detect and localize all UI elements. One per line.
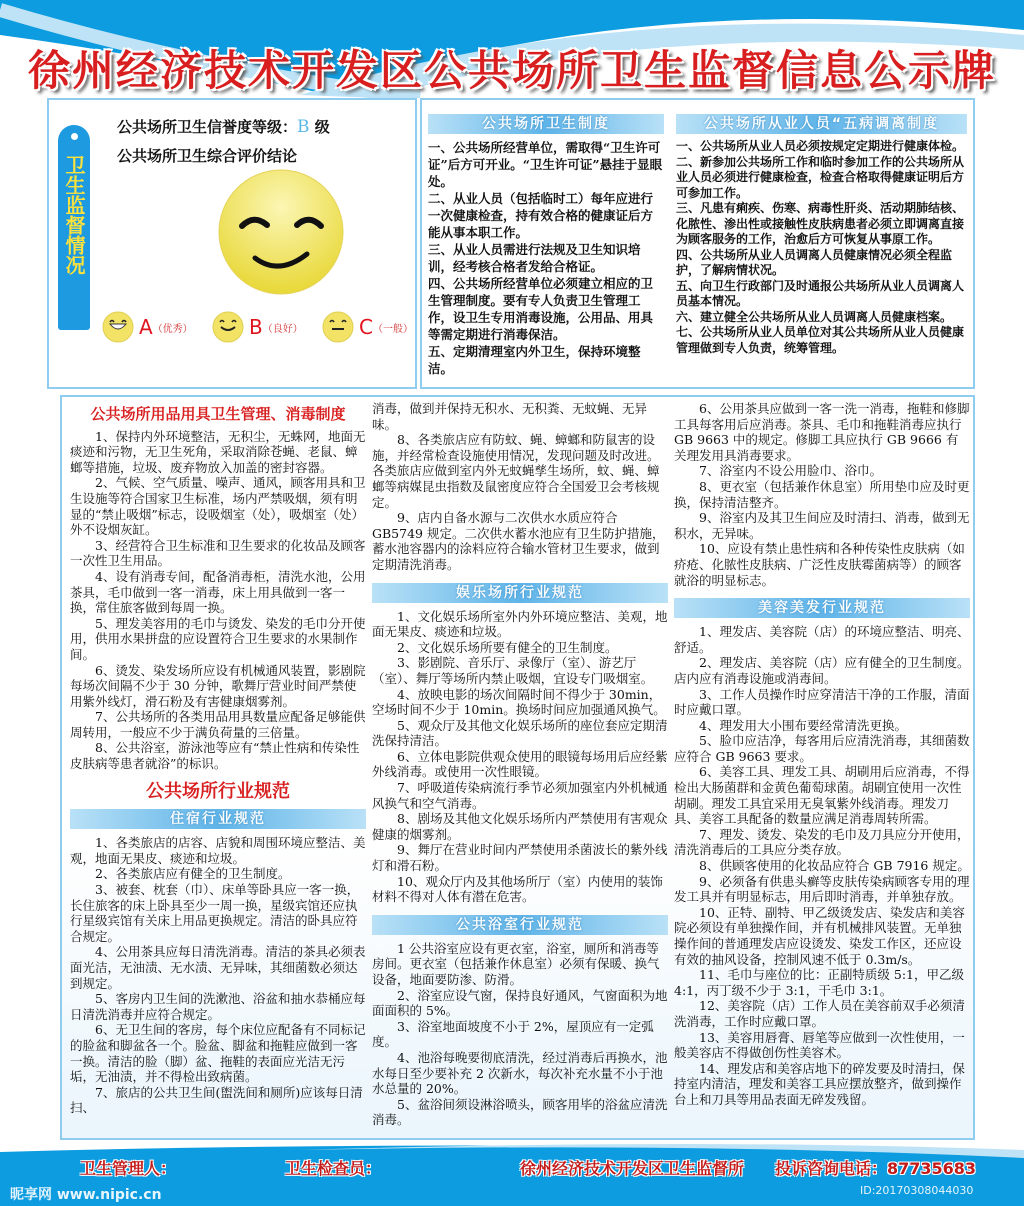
five-diseases-list xyxy=(676,139,967,356)
five-disease-rule: 七、公共场所从业人员单位对其公共场所从业人员健康管理做到专人负责，统筹管理。 xyxy=(676,325,965,355)
list-item: 1 公共浴室应设有更衣室，浴室，厕所和消毒等房间。更衣室（包括兼作休息室）必须有保暖、换气设备，地面要防渗、防滑。 xyxy=(372,940,660,987)
list-item: 5、盆浴间须设淋浴喷头，顾客用毕的浴盆应清洗消毒。 xyxy=(372,1096,668,1128)
conclusion-label: 公共场所卫生综合评价结论 xyxy=(117,147,298,165)
list-item: 8、更衣室（包括兼作休息室）所用垫巾应及时更换，保持清洁整齐。 xyxy=(674,478,970,510)
grade-desc: （优秀） xyxy=(152,323,193,335)
industry-title: 公共场所行业规范 xyxy=(146,780,290,802)
smiley-face-icon xyxy=(217,168,345,296)
five-disease-rule: 三、凡患有痢疾、伤寒、病毒性肝炎、活动期肺结核、化脓性、渗出性或接触性皮肤病患者必须立即调离直接为顾客服务的工作，治愈后方可恢复从事原工作。 xyxy=(676,201,965,246)
list-item: 8、各类旅店应有防蚊、蝇、蟑螂和防鼠害的设施，并经常检查设施使用情况，发现问题及时改进。各类旅店应做到室内外无蚊蝇孳生场所，蚊、蝇、蟑螂等病媒昆虫指数及鼠密度应符合全国爱卫会考核规定。 xyxy=(372,432,660,510)
list-item: 5、理发美容用的毛巾与烫发、染发的毛巾分开使用，供用水果拼盘的应设置符合卫生要求的水果制作间。 xyxy=(70,615,366,662)
disinfection-title: 公共场所用品用具卫生管理、消毒制度 xyxy=(90,405,346,423)
grade-face-icon xyxy=(211,310,245,344)
grade-label: 公共场所卫生信誉度等级： xyxy=(117,118,298,136)
credit-grade xyxy=(117,116,330,137)
legend-a xyxy=(101,310,193,344)
five-disease-rule: 五、向卫生行政部门及时通报公共场所从业人员调离人员基本情况。 xyxy=(676,278,965,308)
grade-letter: A xyxy=(139,315,153,339)
list-item: 7、公共场所的各类用品用具数量应配备足够能供周转用，一般应不少于满负荷量的三倍量。 xyxy=(70,709,366,740)
list-item: 2、文化娱乐场所要有健全的卫生制度。 xyxy=(397,639,618,655)
list-item: 1、理发店、美容院（店）的环境应整洁、明亮、舒适。 xyxy=(674,624,970,655)
list-item: 8、供顾客使用的化妆品应符合 GB 7916 规定。 xyxy=(699,858,970,874)
list-item: 5、脸巾应洁净，每客用后应清洗消毒，其细菌数应符合 GB 9663 要求。 xyxy=(674,733,970,764)
hotline: 投诉咨询电话：87735683 xyxy=(775,1158,977,1178)
list-item: 3、影剧院、音乐厅、录像厅（室）、游艺厅（室）、舞厅等场所内禁止吸烟，宜设专门吸烟室。 xyxy=(372,655,654,686)
grade-desc: （一般） xyxy=(372,323,413,335)
list-item: 7、呼吸道传染病流行季节必须加强室内外机械通风换气和空气消毒。 xyxy=(372,780,668,811)
list-item: 6、立体电影院供观众使用的眼镜每场用后应经紫外线消毒。或使用一次性眼镜。 xyxy=(372,748,668,780)
list-item: 1、文化娱乐场所室外内外环境应整洁、美观，地面无果皮、痰迹和垃圾。 xyxy=(372,608,668,640)
tag-hole xyxy=(71,133,78,140)
list-item: 3、被套、枕套（巾）、床单等卧具应一客一换，长住旅客的床上卧具至少一周一换，星级宾馆还应执行星级宾馆有关床上用品更换规定。清洁的卧具应符合规定。 xyxy=(70,882,360,944)
list-item: 7、旅店的公共卫生间(盥洗间和厕所)应该每日清扫、 xyxy=(70,1084,363,1116)
list-item: 3、浴室地面坡度不小于 2%，屋顶应有一定弧度。 xyxy=(372,1018,654,1050)
list-item: 2、各类旅店应有健全的卫生制度。 xyxy=(95,866,291,882)
tag-label: 卫生监督情况 xyxy=(62,155,86,275)
top-row xyxy=(47,98,975,389)
list-item: 4、设有消毒专间，配备消毒柜，清洗水池，公用茶具，毛巾做到一客一消毒，床上用具做到一客一换，常住旅客做到每周一换。 xyxy=(70,568,366,616)
list-item: 14、理发店和美容店地下的碎发要及时清扫，保持室内清洁，理发和美容工具应摆放整齐，做到操作台上和刀具等用品表面无碎发残留。 xyxy=(674,1060,965,1107)
hygiene-system-title: 公共场所卫生制度 xyxy=(428,114,664,134)
grade-letter: B xyxy=(248,315,263,339)
five-diseases-title: 公共场所从业人员“五病调离制度 xyxy=(676,114,967,134)
page-title: 徐州经济技术开发区公共场所卫生监督信息公示牌 xyxy=(27,46,996,95)
grade-face-icon xyxy=(101,310,135,344)
hygiene-system-list xyxy=(428,139,664,377)
five-disease-rule: 二、新参加公共场所工作和临时参加工作的公共场所从业人员必须进行健康检查，检查合格取得健康证明后方可参加工作。 xyxy=(676,154,965,200)
list-item: 10、正特、副特、甲乙级烫发店、染发店和美容院必须设有单独操作间，并有机械排风装置。无单独操作间的普通理发店应设烫发、染发工作区，还应设有效的抽风设备，控制风速不低于 0.3m/s。 xyxy=(674,904,965,967)
list-item: 9、舞厅在营业时间内严禁使用杀菌波长的紫外线灯和滑石粉。 xyxy=(372,842,668,874)
inspector-label: 卫生检查员： xyxy=(285,1158,382,1178)
list-item: 3、经营符合卫生标准和卫生要求的化妆品及顾客一次性卫生用品。 xyxy=(70,537,366,569)
manager-label: 卫生管理人： xyxy=(80,1158,177,1178)
beauty-title: 美容美发行业规范 xyxy=(674,598,970,618)
rating-panel xyxy=(47,98,417,389)
watermark-id: ID:20170308044030 xyxy=(860,1183,974,1197)
list-item: 1、各类旅店的店容、店貌和周围环境应整洁、美观，地面无果皮、痰迹和垃圾。 xyxy=(70,835,366,866)
list-item: 2、浴室应设气窗，保持良好通风，气窗面积为地面面积的 5%。 xyxy=(372,987,668,1019)
hygiene-rule: 一、公共场所经营单位，需取得“卫生许可证”后方可开业。“卫生许可证”悬挂于显眼处。 xyxy=(428,140,663,189)
hygiene-rule: 五、定期清理室内外卫生，保持环境整洁。 xyxy=(428,344,641,376)
hygiene-system-section xyxy=(428,114,664,377)
column-2 xyxy=(372,401,668,1128)
supervision-tag xyxy=(58,125,90,330)
grade-suffix: 级 xyxy=(314,118,330,136)
five-disease-rule: 一、公共场所从业人员必须按规定定期进行健康体检。 xyxy=(676,139,965,153)
list-item: 消毒，做到并保持无积水、无积粪、无蚊蝇、无异味。 xyxy=(372,401,648,432)
list-item: 6、公用茶具应做到一客一洗一消毒，拖鞋和修脚工具每客用后应消毒。茶具、毛巾和拖鞋消毒应执行 GB 9663 中的规定。修脚工具应执行 GB 9666 有关理发用具消毒要求。 xyxy=(674,401,970,463)
header-banner xyxy=(0,0,1024,98)
supervision-office: 徐州经济技术开发区卫生监督所 xyxy=(520,1158,745,1178)
entertainment-title: 娱乐场所行业规范 xyxy=(372,583,668,603)
list-item: 8、公共浴室，游泳池等应有“禁止性病和传染性皮肤病等患者就浴”的标识。 xyxy=(70,740,360,772)
list-item: 1、保持内外环境整洁，无积尘，无蛛网，地面无痰迹和污物，无卫生死角，采取消除苍蝇、老鼠、蟑螂等措施，垃圾、废弃物放入加盖的密封容器。 xyxy=(70,428,366,475)
grade-legend xyxy=(101,310,413,344)
list-item: 7、理发、烫发、染发的毛巾及刀具应分开使用，清洗消毒后的工具应分类存放。 xyxy=(674,826,970,858)
list-item: 6、美容工具、理发工具、胡刷用后应消毒，不得检出大肠菌群和金黄色葡萄球菌。胡刷宜使用一次性胡刷。理发工具宜采用无臭氧紫外线消毒。理发刀具、美容工具配备的数量应满足消毒周转所需。 xyxy=(674,764,970,827)
list-item: 8、剧场及其他文化娱乐场所内严禁使用有害观众健康的烟雾剂。 xyxy=(372,811,668,842)
grade-face-icon xyxy=(321,310,355,344)
lodging-title: 住宿行业规范 xyxy=(70,809,366,829)
list-item: 9、浴室内及其卫生间应及时清扫、消毒，做到无积水，无异味。 xyxy=(674,510,970,541)
list-item: 4、放映电影的场次间隔时间不得少于 30min，空场时间不少于 10min。换场时间应加强通风换气。 xyxy=(372,686,666,718)
hygiene-rule: 二、从业人员（包括临时工）每年应进行一次健康检查，持有效合格的健康证后方能从事本职工作。 xyxy=(428,191,654,240)
bath-title: 公共浴室行业规范 xyxy=(372,915,668,935)
grade-letter: C xyxy=(359,315,373,339)
column-1 xyxy=(70,401,366,1128)
list-item: 12、美容院（店）工作人员在美容前双手必须清洗消毒，工作时应戴口罩。 xyxy=(674,998,965,1029)
footer-banner xyxy=(0,1144,1024,1206)
list-item: 7、浴室内不设公用脸巾、浴巾。 xyxy=(699,463,882,479)
column-3 xyxy=(674,401,970,1128)
list-item: 5、客房内卫生间的洗漱池、浴盆和抽水恭桶应每日清洗消毒并应符合规定。 xyxy=(70,991,366,1022)
grade-value: B xyxy=(297,117,310,137)
list-item: 11、毛巾与座位的比：正副特质级 5:1，甲乙级 4:1，丙丁级不少于 3:1，干毛巾 3:1。 xyxy=(674,967,964,998)
list-item: 5、观众厅及其他文化娱乐场所的座位套应定期清洗保持清洁。 xyxy=(372,717,668,749)
list-item: 3、工作人员操作时应穿清洁干净的工作服，清面时应戴口罩。 xyxy=(674,686,970,718)
list-item: 10、应设有禁止患性病和各种传染性皮肤病（如疥疮、化脓性皮肤病、广泛性皮肤霉菌病等）的顾客就浴的明显标志。 xyxy=(674,541,965,588)
grade-desc: （良好） xyxy=(262,323,303,335)
legend-c xyxy=(321,310,413,344)
five-diseases-section xyxy=(676,114,967,377)
list-item: 9、店内自备水源与二次供水水质应符合GB5749 规定。二次供水蓄水池应有卫生防护措施，蓄水池容器内的涂料应符合输水管材卫生要求，做到定期清洗消毒。 xyxy=(372,510,665,572)
list-item: 6、无卫生间的客房，每个床位应配备有不同标记的脸盆和脚盆各一个。脸盆、脚盆和拖鞋应做到一客一换。清洁的脸（脚）盆、拖鞋的表面应光洁无污垢，无油渍，并不得检出致病菌。 xyxy=(70,1022,366,1085)
list-item: 6、烫发、染发场所应设有机械通风装置，影剧院每场次间隔不少于 30 分钟，歌舞厅营业时间严禁使用紫外线灯，滑石粉及有害健康烟雾剂。 xyxy=(70,662,366,709)
list-item: 2、气候、空气质量、噪声、通风，顾客用具和卫生设施等符合国家卫生标准，场内严禁吸烟，须有明显的“禁止吸烟”标志，设吸烟室（处），吸烟室（处）外不设烟灰缸。 xyxy=(70,475,366,538)
list-item: 2、理发店、美容院（店）应有健全的卫生制度。店内应有消毒设施或消毒间。 xyxy=(674,655,970,686)
list-item: 10、观众厅内及其他场所厅（室）内使用的装饰材料不得对人体有潜在危害。 xyxy=(372,873,663,905)
list-item: 4、公用茶具应每日清洗消毒。清洁的茶具必须表面光洁，无油渍、无水渍、无异味，其细菌数必须达到规定。 xyxy=(70,944,366,991)
five-disease-rule: 六、建立健全公共场所从业人员调离人员健康档案。 xyxy=(676,309,953,324)
list-item: 13、美容用唇膏、唇笔等应做到一次性使用，一般美容店不得做创伤性美容术。 xyxy=(674,1029,965,1061)
list-item: 4、理发用大小围布要经常清洗更换。 xyxy=(699,717,907,733)
hygiene-rule: 四、公共场所经营单位必须建立相应的卫生管理制度。要有专人负责卫生管理工作，设卫生专用消毒设施，公用品、用具等需定期进行消毒保洁。 xyxy=(428,276,654,342)
hygiene-rule: 三、从业人员需进行法规及卫生知识培训，经考核合格者发给合格证。 xyxy=(428,242,641,274)
list-item: 9、必须备有供患头癣等皮肤传染病顾客专用的理发工具并有明显标志，用后即时消毒，并单独存放。 xyxy=(674,873,970,905)
list-item: 4、池浴每晚要彻底清洗，经过消毒后再换水，池水每日至少要补充 2 次新水，每次补充水量不小于池水总量的 20%。 xyxy=(372,1049,668,1097)
watermark-site: 昵享网 www.nipic.cn xyxy=(10,1186,162,1203)
rules-panel xyxy=(420,98,975,389)
five-disease-rule: 四、公共场所从业人员调离人员健康情况必须全程监护，了解病情状况。 xyxy=(676,247,953,277)
regulations-panel xyxy=(60,395,975,1140)
legend-b xyxy=(211,310,303,344)
